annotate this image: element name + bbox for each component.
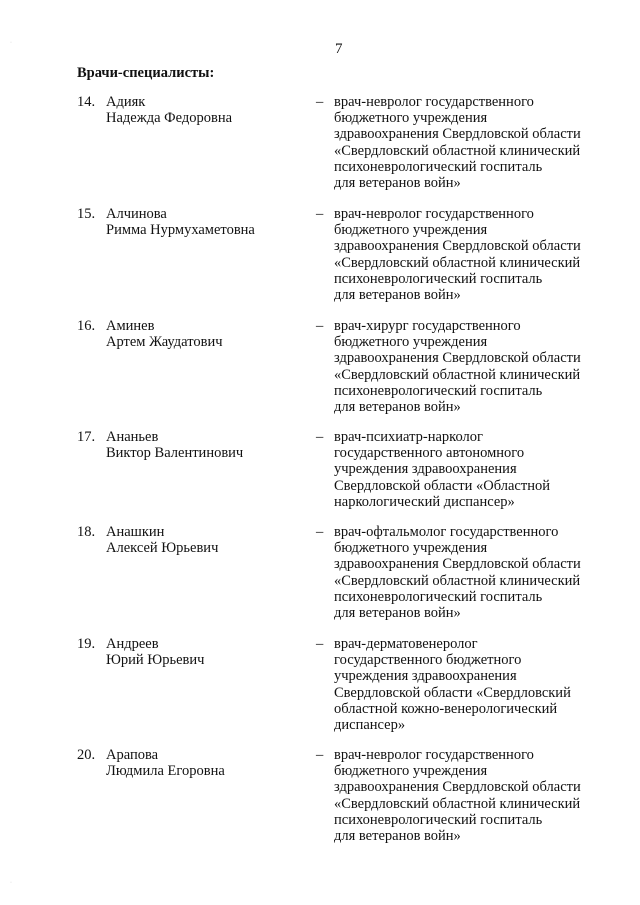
entry-number: 17. bbox=[77, 429, 96, 445]
entry-position-description bbox=[334, 318, 624, 415]
entry-description-line: Свердловской области «Свердловский bbox=[334, 684, 571, 701]
entry-dash: – bbox=[316, 206, 324, 222]
entry-description-line: бюджетного учреждения bbox=[334, 110, 488, 127]
entry-description-line: для ветеранов войн» bbox=[334, 605, 461, 622]
entry-surname: Аминев bbox=[106, 318, 155, 334]
entry-given-names: Алексей Юрьевич bbox=[106, 540, 219, 557]
entry-position-description bbox=[334, 94, 624, 191]
entry-description-line: здравоохранения Свердловской области bbox=[334, 126, 581, 143]
entry-description-line: здравоохранения Свердловской области bbox=[334, 238, 581, 255]
entry-description-line: бюджетного учреждения bbox=[334, 540, 488, 557]
entry-given-names: Юрий Юрьевич bbox=[106, 652, 205, 669]
entry-person-name bbox=[106, 747, 306, 779]
entry-person-name bbox=[106, 94, 306, 126]
section-heading: Врачи-специалисты: bbox=[77, 65, 215, 81]
entry-description-line: врач-невролог государственного bbox=[334, 94, 534, 110]
entry-description-line: бюджетного учреждения bbox=[334, 334, 488, 351]
entry-description-line: психоневрологический госпиталь bbox=[334, 270, 543, 287]
entry-description-line: здравоохранения Свердловской области bbox=[334, 350, 581, 367]
entry-number: 14. bbox=[77, 94, 96, 110]
entry-position-description bbox=[334, 747, 624, 844]
entry-dash: – bbox=[316, 636, 324, 652]
entry-number: 16. bbox=[77, 318, 96, 334]
entry-description-line: «Свердловский областной клинический bbox=[334, 254, 581, 271]
entry-dash: – bbox=[316, 429, 324, 445]
entry-given-names: Артем Жаудатович bbox=[106, 334, 223, 351]
entry-description-line: «Свердловский областной клинический bbox=[334, 795, 581, 812]
entry-description-line: «Свердловский областной клинический bbox=[334, 572, 581, 589]
entry-description-line: для ветеранов войн» bbox=[334, 175, 461, 192]
entry-dash: – bbox=[316, 318, 324, 334]
entry-description-line: учреждения здравоохранения bbox=[334, 668, 517, 685]
page-number: 7 bbox=[335, 41, 343, 57]
entry-position-description bbox=[334, 636, 624, 733]
entry-description-line: врач-офтальмолог государственного bbox=[334, 524, 559, 540]
entry-description-line: психоневрологический госпиталь bbox=[334, 158, 543, 175]
entry-description-line: «Свердловский областной клинический bbox=[334, 366, 581, 383]
entry-surname: Андреев bbox=[106, 636, 159, 652]
entry-number: 15. bbox=[77, 206, 96, 222]
entry-number: 19. bbox=[77, 636, 96, 652]
entry-description-line: врач-невролог государственного bbox=[334, 747, 534, 763]
entry-number: 20. bbox=[77, 747, 96, 763]
entry-description-line: Свердловской области «Областной bbox=[334, 477, 550, 494]
entry-position-description bbox=[334, 206, 624, 303]
entry-dash: – bbox=[316, 747, 324, 763]
entry-surname: Алчинова bbox=[106, 206, 167, 222]
entry-surname: Анашкин bbox=[106, 524, 165, 540]
entry-description-line: врач-хирург государственного bbox=[334, 318, 521, 334]
entry-surname: Ананьев bbox=[106, 429, 159, 445]
entry-dash: – bbox=[316, 524, 324, 540]
entry-person-name bbox=[106, 429, 306, 461]
entry-given-names: Надежда Федоровна bbox=[106, 110, 233, 127]
entry-description-line: для ветеранов войн» bbox=[334, 828, 461, 845]
entry-position-description bbox=[334, 524, 624, 621]
entry-dash: – bbox=[316, 94, 324, 110]
entry-description-line: учреждения здравоохранения bbox=[334, 461, 517, 478]
entry-position-description bbox=[334, 429, 624, 510]
entry-description-line: врач-невролог государственного bbox=[334, 206, 534, 222]
entry-description-line: врач-дерматовенеролог bbox=[334, 636, 478, 652]
entry-description-line: наркологический диспансер» bbox=[334, 493, 515, 510]
entry-description-line: бюджетного учреждения bbox=[334, 763, 488, 780]
entry-description-line: государственного автономного bbox=[334, 445, 525, 462]
entry-description-line: областной кожно-венерологический bbox=[334, 700, 558, 717]
entry-description-line: психоневрологический госпиталь bbox=[334, 811, 543, 828]
entry-description-line: диспансер» bbox=[334, 717, 406, 734]
entry-surname: Арапова bbox=[106, 747, 159, 763]
entry-number: 18. bbox=[77, 524, 96, 540]
entry-person-name bbox=[106, 206, 306, 238]
entry-description-line: врач-психиатр-нарколог bbox=[334, 429, 483, 445]
entry-description-line: «Свердловский областной клинический bbox=[334, 142, 581, 159]
entry-description-line: психоневрологический госпиталь bbox=[334, 588, 543, 605]
entry-description-line: для ветеранов войн» bbox=[334, 287, 461, 304]
scan-margin-mark: · bbox=[10, 880, 12, 886]
scan-margin-mark: · bbox=[10, 40, 12, 46]
entry-description-line: государственного бюджетного bbox=[334, 652, 522, 669]
entry-person-name bbox=[106, 636, 306, 668]
entry-description-line: бюджетного учреждения bbox=[334, 222, 488, 239]
entry-surname: Адияк bbox=[106, 94, 146, 110]
entry-person-name bbox=[106, 524, 306, 556]
entry-description-line: для ветеранов войн» bbox=[334, 399, 461, 416]
entry-description-line: здравоохранения Свердловской области bbox=[334, 556, 581, 573]
entry-given-names: Виктор Валентинович bbox=[106, 445, 244, 462]
entry-person-name bbox=[106, 318, 306, 350]
entry-description-line: психоневрологический госпиталь bbox=[334, 382, 543, 399]
entry-given-names: Римма Нурмухаметовна bbox=[106, 222, 255, 239]
entry-given-names: Людмила Егоровна bbox=[106, 763, 225, 780]
entry-description-line: здравоохранения Свердловской области bbox=[334, 779, 581, 796]
